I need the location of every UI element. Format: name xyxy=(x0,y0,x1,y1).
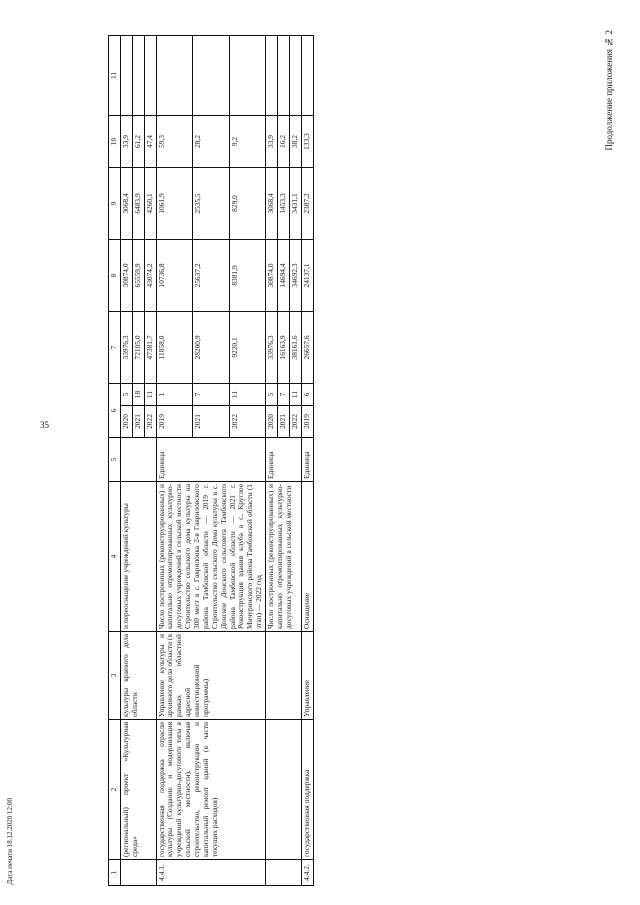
row-number: 4.4.1. xyxy=(156,860,266,886)
year: 2022 xyxy=(144,406,156,438)
federal-budget: 10736,8 xyxy=(156,239,193,311)
table-row xyxy=(266,35,278,885)
indicator-value: 7 xyxy=(193,383,230,405)
year: 2021 xyxy=(193,406,230,438)
total-amount: 16163,9 xyxy=(277,311,289,383)
row-number: 4.4.2. xyxy=(301,860,313,886)
year: 2020 xyxy=(266,406,278,438)
other-sources xyxy=(193,35,230,115)
other-sources xyxy=(289,35,301,115)
col-header: 8 xyxy=(109,239,121,311)
col-header: 11 xyxy=(109,35,121,115)
col-header: 5 xyxy=(109,438,121,482)
regional-budget: 829,0 xyxy=(229,167,266,239)
local-budget: 16,2 xyxy=(277,115,289,167)
regional-budget: 1453,3 xyxy=(277,167,289,239)
total-amount: 11858,0 xyxy=(156,311,193,383)
row-number xyxy=(120,860,156,886)
col-header: 7 xyxy=(109,311,121,383)
appendix-header: Продолжение приложения № 2 xyxy=(604,30,614,151)
col-header: 9 xyxy=(109,167,121,239)
executor xyxy=(266,632,302,720)
table-row xyxy=(156,35,193,885)
local-budget: 9,2 xyxy=(229,115,266,167)
other-sources xyxy=(132,35,144,115)
regional-budget: 2387,2 xyxy=(301,167,313,239)
federal-budget: 34692,3 xyxy=(289,239,301,311)
indicator: Число построенных (реконструированных) и капитально отремонтированных культурно-досуговых учреждений в сельской местности xyxy=(266,482,302,632)
other-sources xyxy=(229,35,266,115)
table-body xyxy=(120,35,313,885)
total-amount: 47381,7 xyxy=(144,311,156,383)
unit: Единица xyxy=(156,438,266,482)
regional-budget: 6483,9 xyxy=(132,167,144,239)
federal-budget: 14694,4 xyxy=(277,239,289,311)
federal-budget: 43074,2 xyxy=(144,239,156,311)
executor: Управление культуры и архивного дела области (в рамках областной адресной инвестиционной программы) xyxy=(156,632,266,720)
federal-budget: 30874,0 xyxy=(266,239,278,311)
other-sources xyxy=(266,35,278,115)
page-number: 35 xyxy=(40,420,49,430)
executor: культуры краевого дела области xyxy=(120,632,156,720)
col-header: 3 xyxy=(109,632,121,720)
year: 2019 xyxy=(156,406,193,438)
regional-budget: 3431,1 xyxy=(289,167,301,239)
year: 2021 xyxy=(132,406,144,438)
year: 2019 xyxy=(301,406,313,438)
other-sources xyxy=(301,35,313,115)
table-row xyxy=(301,35,313,885)
regional-budget: 3068,4 xyxy=(266,167,278,239)
local-budget: 33,9 xyxy=(266,115,278,167)
total-amount: 28200,9 xyxy=(193,311,230,383)
col-header: 10 xyxy=(109,115,121,167)
indicator-value: 11 xyxy=(144,383,156,405)
other-sources xyxy=(277,35,289,115)
indicator: Оснащение xyxy=(301,482,313,632)
col-header: 2 xyxy=(109,720,121,860)
other-sources xyxy=(156,35,193,115)
indicator-value: 11 xyxy=(289,383,301,405)
local-budget: 47,4 xyxy=(144,115,156,167)
year: 2020 xyxy=(120,406,132,438)
indicator-value: 18 xyxy=(132,383,144,405)
table-header xyxy=(109,35,121,885)
year: 2021 xyxy=(277,406,289,438)
year: 2022 xyxy=(229,406,266,438)
local-budget: 61,2 xyxy=(132,115,144,167)
row-number xyxy=(266,860,302,886)
col-header: 4 xyxy=(109,482,121,632)
program-table xyxy=(108,35,314,886)
col-header: 6 xyxy=(109,383,121,437)
executor: Управление xyxy=(301,632,313,720)
federal-budget: 65559,9 xyxy=(132,239,144,311)
indicator: Число построенных (реконструированных) и капитально отремонтированных культурно-досуговых учреждений в сельской местности Строительство сельского дома культуры на 300 мест в с. Гавриловка 2-я Гавриловского района Тамбовской области — 2019 г. Строительство сельского Дома культуры в с. Донское Донского сельсовета Тамбовского района Тамбовской области — 2021 г. Реконструкция здания клуба в с. Круглое Мичуринского района Тамбовской области (1 этап) — 2022 год xyxy=(156,482,266,632)
federal-budget: 25637,2 xyxy=(193,239,230,311)
regional-budget: 3068,4 xyxy=(120,167,132,239)
total-amount: 33976,3 xyxy=(120,311,132,383)
year: 2022 xyxy=(289,406,301,438)
indicator-value: 6 xyxy=(301,383,313,405)
indicator: и переоснащение учреждений культуры xyxy=(120,482,156,632)
total-amount: 72105,0 xyxy=(132,311,144,383)
other-sources xyxy=(144,35,156,115)
other-sources xyxy=(120,35,132,115)
unit: Единица xyxy=(266,438,302,482)
col-header: 1 xyxy=(109,860,121,886)
rotated-table-area xyxy=(108,36,573,886)
table-row xyxy=(120,35,132,885)
indicator-value: 7 xyxy=(277,383,289,405)
local-budget: 133,3 xyxy=(301,115,313,167)
indicator-value: 11 xyxy=(229,383,266,405)
indicator-value: 5 xyxy=(120,383,132,405)
indicator-value: 1 xyxy=(156,383,193,405)
local-budget: 38,2 xyxy=(289,115,301,167)
federal-budget: 30874,0 xyxy=(120,239,132,311)
local-budget: 59,3 xyxy=(156,115,193,167)
event-name xyxy=(266,720,302,860)
indicator-value: 5 xyxy=(266,383,278,405)
local-budget: 33,9 xyxy=(120,115,132,167)
federal-budget: 8381,9 xyxy=(229,239,266,311)
total-amount: 33976,3 xyxy=(266,311,278,383)
local-budget: 28,2 xyxy=(193,115,230,167)
unit xyxy=(120,438,156,482)
total-amount: 9220,1 xyxy=(229,311,266,383)
federal-budget: 24137,1 xyxy=(301,239,313,311)
print-date: Дата печати 18.12.2020 12:00 xyxy=(6,798,14,885)
regional-budget: 2535,5 xyxy=(193,167,230,239)
unit: Единица xyxy=(301,438,313,482)
event-name: государственная поддержка xyxy=(301,720,313,860)
regional-budget: 1061,9 xyxy=(156,167,193,239)
regional-budget: 4260,1 xyxy=(144,167,156,239)
total-amount: 26657,6 xyxy=(301,311,313,383)
table-stage xyxy=(108,36,573,886)
total-amount: 38161,6 xyxy=(289,311,301,383)
event-name: (региональный) проект «Культурная среда» xyxy=(120,720,156,860)
event-name: государственная поддержка отрасли культуры (Создание и модернизация учреждений культурно-досугового типа в сельской местности), включая строительство, реконструкцию и капитальный ремонт зданий (в части текущих расходов) xyxy=(156,720,266,860)
